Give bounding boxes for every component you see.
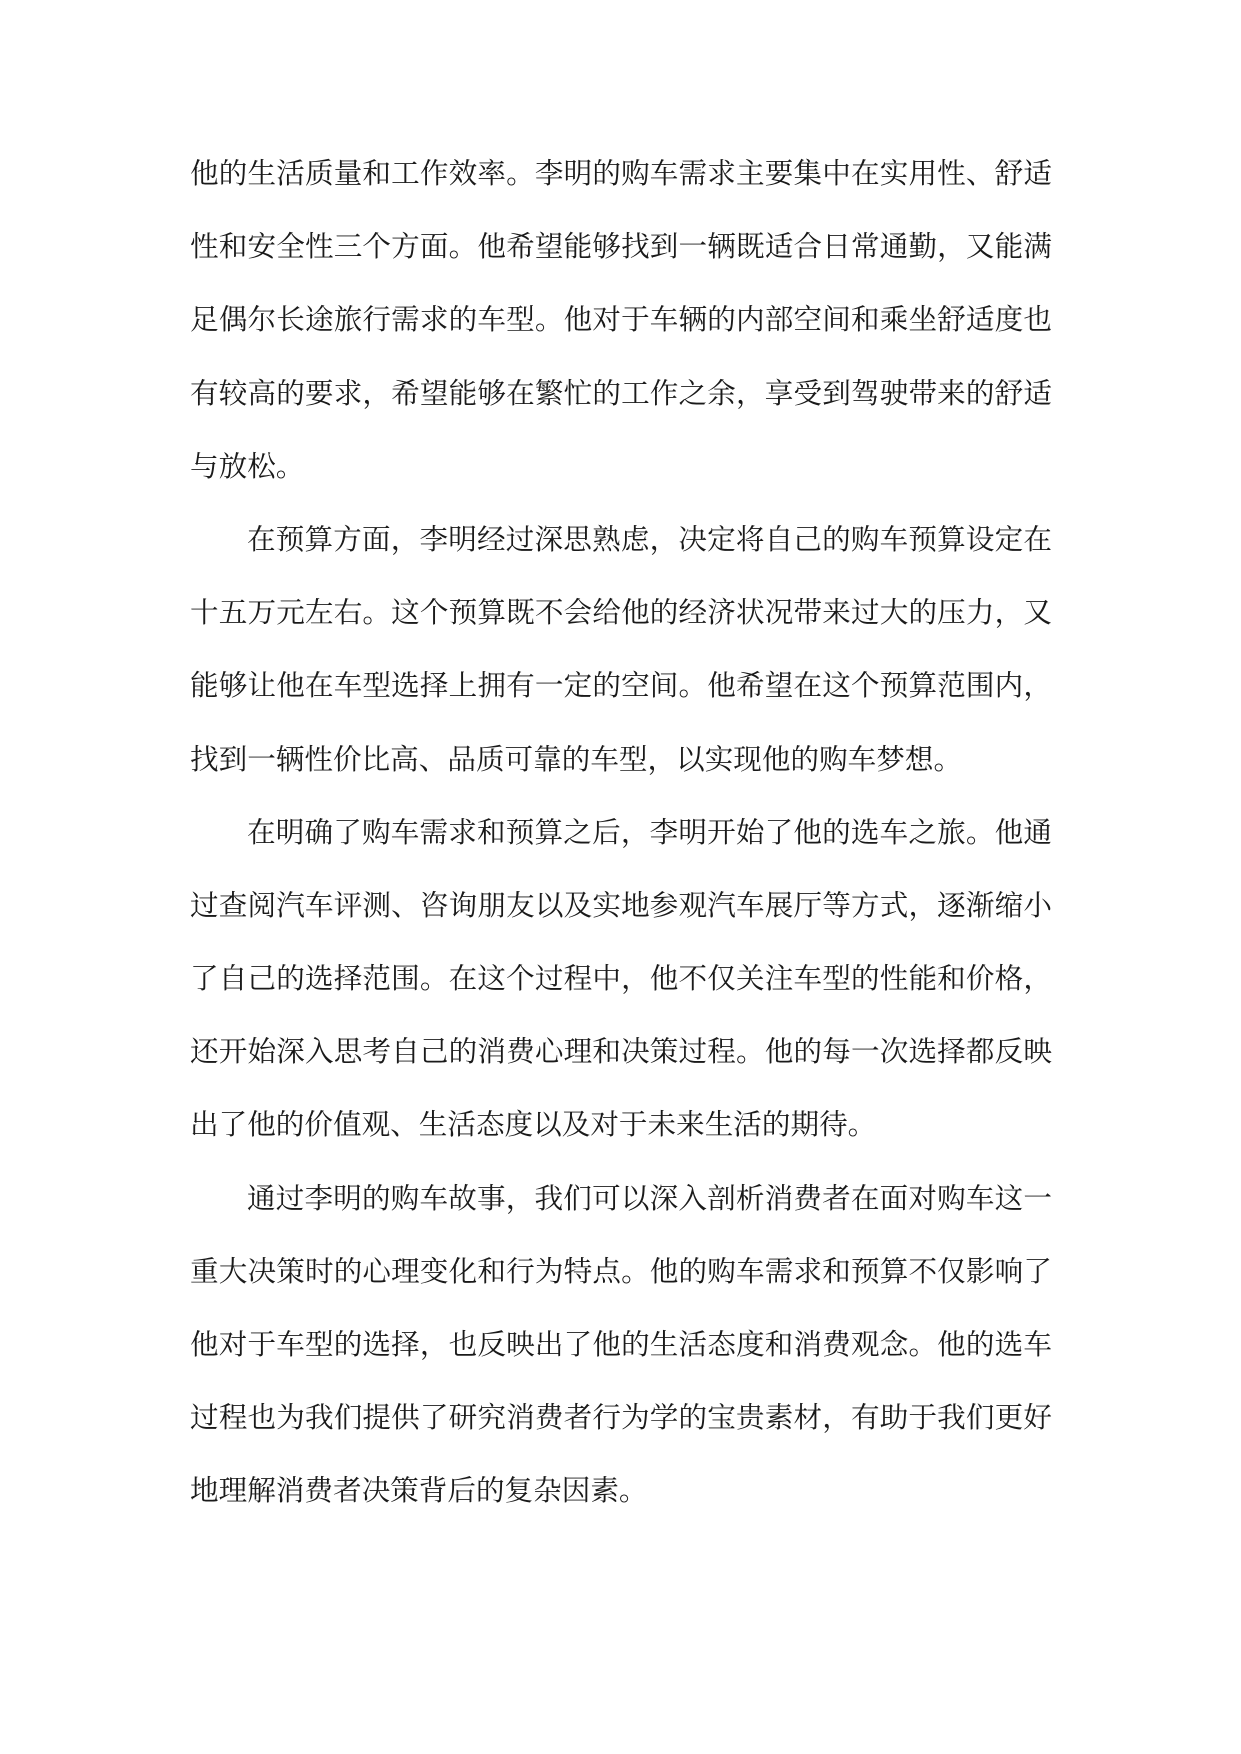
text-line: 性和安全性三个方面。他希望能够找到一辆既适合日常通勤，又能满 — [190, 229, 1052, 264]
text-line: 重大决策时的心理变化和行为特点。他的购车需求和预算不仅影响了 — [190, 1253, 1052, 1288]
text-line: 他的生活质量和工作效率。李明的购车需求主要集中在实用性、舒适 — [190, 156, 1052, 190]
text-line: 十五万元左右。这个预算既不会给他的经济状况带来过大的压力，又 — [190, 595, 1052, 630]
body-text — [190, 137, 1052, 1528]
text-line: 过程也为我们提供了研究消费者行为学的宝贵素材，有助于我们更好 — [190, 1400, 1052, 1435]
text-line: 了自己的选择范围。在这个过程中，他不仅关注车型的性能和价格， — [190, 961, 1052, 996]
text-line: 与放松。 — [190, 448, 305, 483]
text-line: 地理解消费者决策背后的复杂因素。 — [190, 1473, 648, 1508]
paragraph-first-line: 在预算方面，李明经过深思熟虑，决定将自己的购车预算设定在 — [247, 521, 1052, 556]
text-line: 还开始深入思考自己的消费心理和决策过程。他的每一次选择都反映 — [190, 1034, 1052, 1069]
text-line: 能够让他在车型选择上拥有一定的空间。他希望在这个预算范围内， — [190, 668, 1052, 703]
text-line: 他对于车型的选择，也反映出了他的生活态度和消费观念。他的选车 — [190, 1327, 1052, 1361]
text-line: 出了他的价值观、生活态度以及对于未来生活的期待。 — [190, 1107, 877, 1142]
paragraph-first-line: 在明确了购车需求和预算之后，李明开始了他的选车之旅。他通 — [247, 814, 1052, 849]
text-line: 找到一辆性价比高、品质可靠的车型，以实现他的购车梦想。 — [190, 741, 963, 776]
text-line: 过查阅汽车评测、咨询朋友以及实地参观汽车展厅等方式，逐渐缩小 — [190, 887, 1052, 922]
text-line: 足偶尔长途旅行需求的车型。他对于车辆的内部空间和乘坐舒适度也 — [190, 302, 1052, 337]
text-line: 有较高的要求，希望能够在繁忙的工作之余，享受到驾驶带来的舒适 — [190, 375, 1052, 410]
paragraph-first-line: 通过李明的购车故事，我们可以深入剖析消费者在面对购车这一 — [247, 1180, 1052, 1215]
